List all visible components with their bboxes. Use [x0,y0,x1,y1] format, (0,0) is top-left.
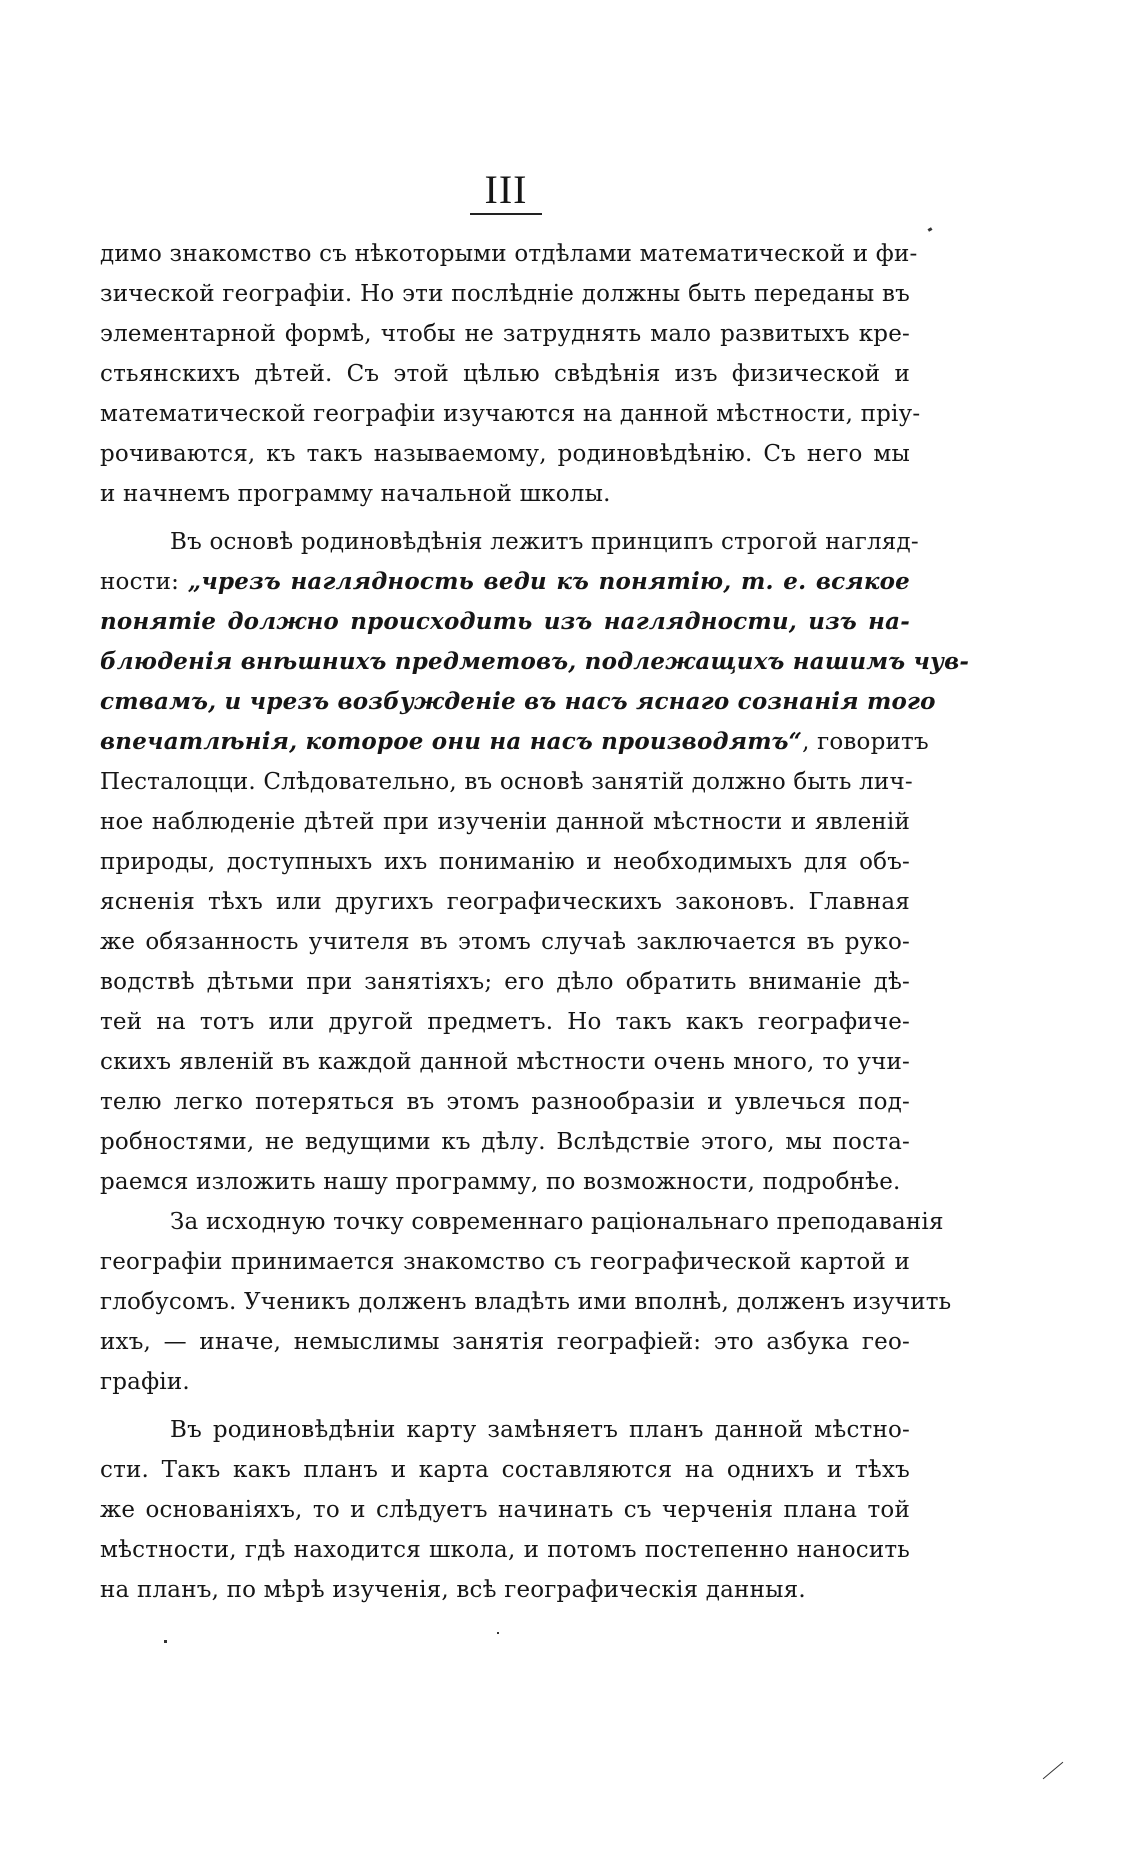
quote-fragment: впечатлѣнія, которое они на насъ производятъ“ [100,728,803,755]
text-line: стьянскихъ дѣтей. Съ этой цѣлью свѣдѣнія изъ физической и [100,361,910,387]
text-line: глобусомъ. Ученикъ долженъ владѣть ими вполнѣ, долженъ изучить [100,1289,952,1315]
text-line: скихъ явленій въ каждой данной мѣстности очень много, то учи- [100,1049,910,1075]
text-line: Въ основѣ родиновѣдѣнія лежитъ принципъ строгой нагляд- [170,529,919,555]
text-line: Въ родиновѣдѣніи карту замѣняетъ планъ данной мѣстно- [170,1417,910,1443]
quote-line: понятіе должно происходить изъ наглядности, изъ на- [100,608,910,635]
page-number: III [484,167,528,212]
text-line: телю легко потеряться въ этомъ разнообразіи и увлечься под- [100,1089,910,1115]
scan-speck [497,1632,499,1634]
text-line: Песталоцци. Слѣдовательно, въ основѣ занятій должно быть лич- [100,769,913,795]
text-line: же обязанность учителя въ этомъ случаѣ заключается въ руко- [100,929,910,955]
text-line: сти. Такъ какъ планъ и карта составляются на однихъ и тѣхъ [100,1457,910,1483]
text-line: ясненія тѣхъ или другихъ географическихъ законовъ. Главная [100,889,910,915]
text-line: на планъ, по мѣрѣ изученія, всѣ географическія данныя. [100,1577,806,1603]
text-line: ное наблюденіе дѣтей при изученіи данной мѣстности и явленій [100,809,910,835]
text-line: ихъ, — иначе, немыслимы занятія географіей: это азбука гео- [100,1329,910,1355]
text-line: природы, доступныхъ ихъ пониманію и необходимыхъ для объ- [100,849,910,875]
quote-fragment: „чрезъ наглядность веди къ понятію, т. е. всякое [187,568,911,595]
text-line: тей на тотъ или другой предметъ. Но такъ какъ географиче- [100,1009,910,1035]
scan-speck [928,227,933,232]
text-line: географіи принимается знакомство съ географической картой и [100,1249,910,1275]
text-line: зической географіи. Но эти послѣдніе должны быть переданы въ [100,281,910,307]
quote-line: блюденія внѣшнихъ предметовъ, подлежащихъ нашимъ чув- [100,648,970,675]
text-line: рочиваются, къ такъ называемому, родиновѣдѣнію. Съ него мы [100,441,910,467]
text-line: робностями, не ведущими къ дѣлу. Вслѣдствіе этого, мы поста- [100,1129,910,1155]
text-line: математической географіи изучаются на данной мѣстности, пріу- [100,401,921,427]
text-line-quote-end [100,727,929,757]
text-fragment: ности: [100,569,188,595]
text-line: же основаніяхъ, то и слѣдуетъ начинать съ черченія плана той [100,1497,910,1523]
text-line: раемся изложить нашу программу, по возможности, подробнѣе. [100,1169,901,1195]
scan-speck [1043,1762,1064,1779]
quote-line: ствамъ, и чрезъ возбужденіе въ насъ яснаго сознанія того [100,688,936,715]
text-line: и начнемъ программу начальной школы. [100,481,611,507]
text-line: водствѣ дѣтьми при занятіяхъ; его дѣло обратить вниманіе дѣ- [100,969,910,995]
text-line: За исходную точку современнаго раціональнаго преподаванія [170,1209,944,1235]
text-line-quote-start [100,567,910,597]
text-line: димо знакомство съ нѣкоторыми отдѣлами математической и фи- [100,241,918,267]
scan-speck [164,1640,167,1643]
text-line: элементарной формѣ, чтобы не затруднять мало развитыхъ кре- [100,321,910,347]
text-fragment: , говоритъ [802,729,929,755]
page-number-rule [470,213,542,215]
text-line: графіи. [100,1369,190,1395]
text-line: мѣстности, гдѣ находится школа, и потомъ постепенно наносить [100,1537,910,1563]
